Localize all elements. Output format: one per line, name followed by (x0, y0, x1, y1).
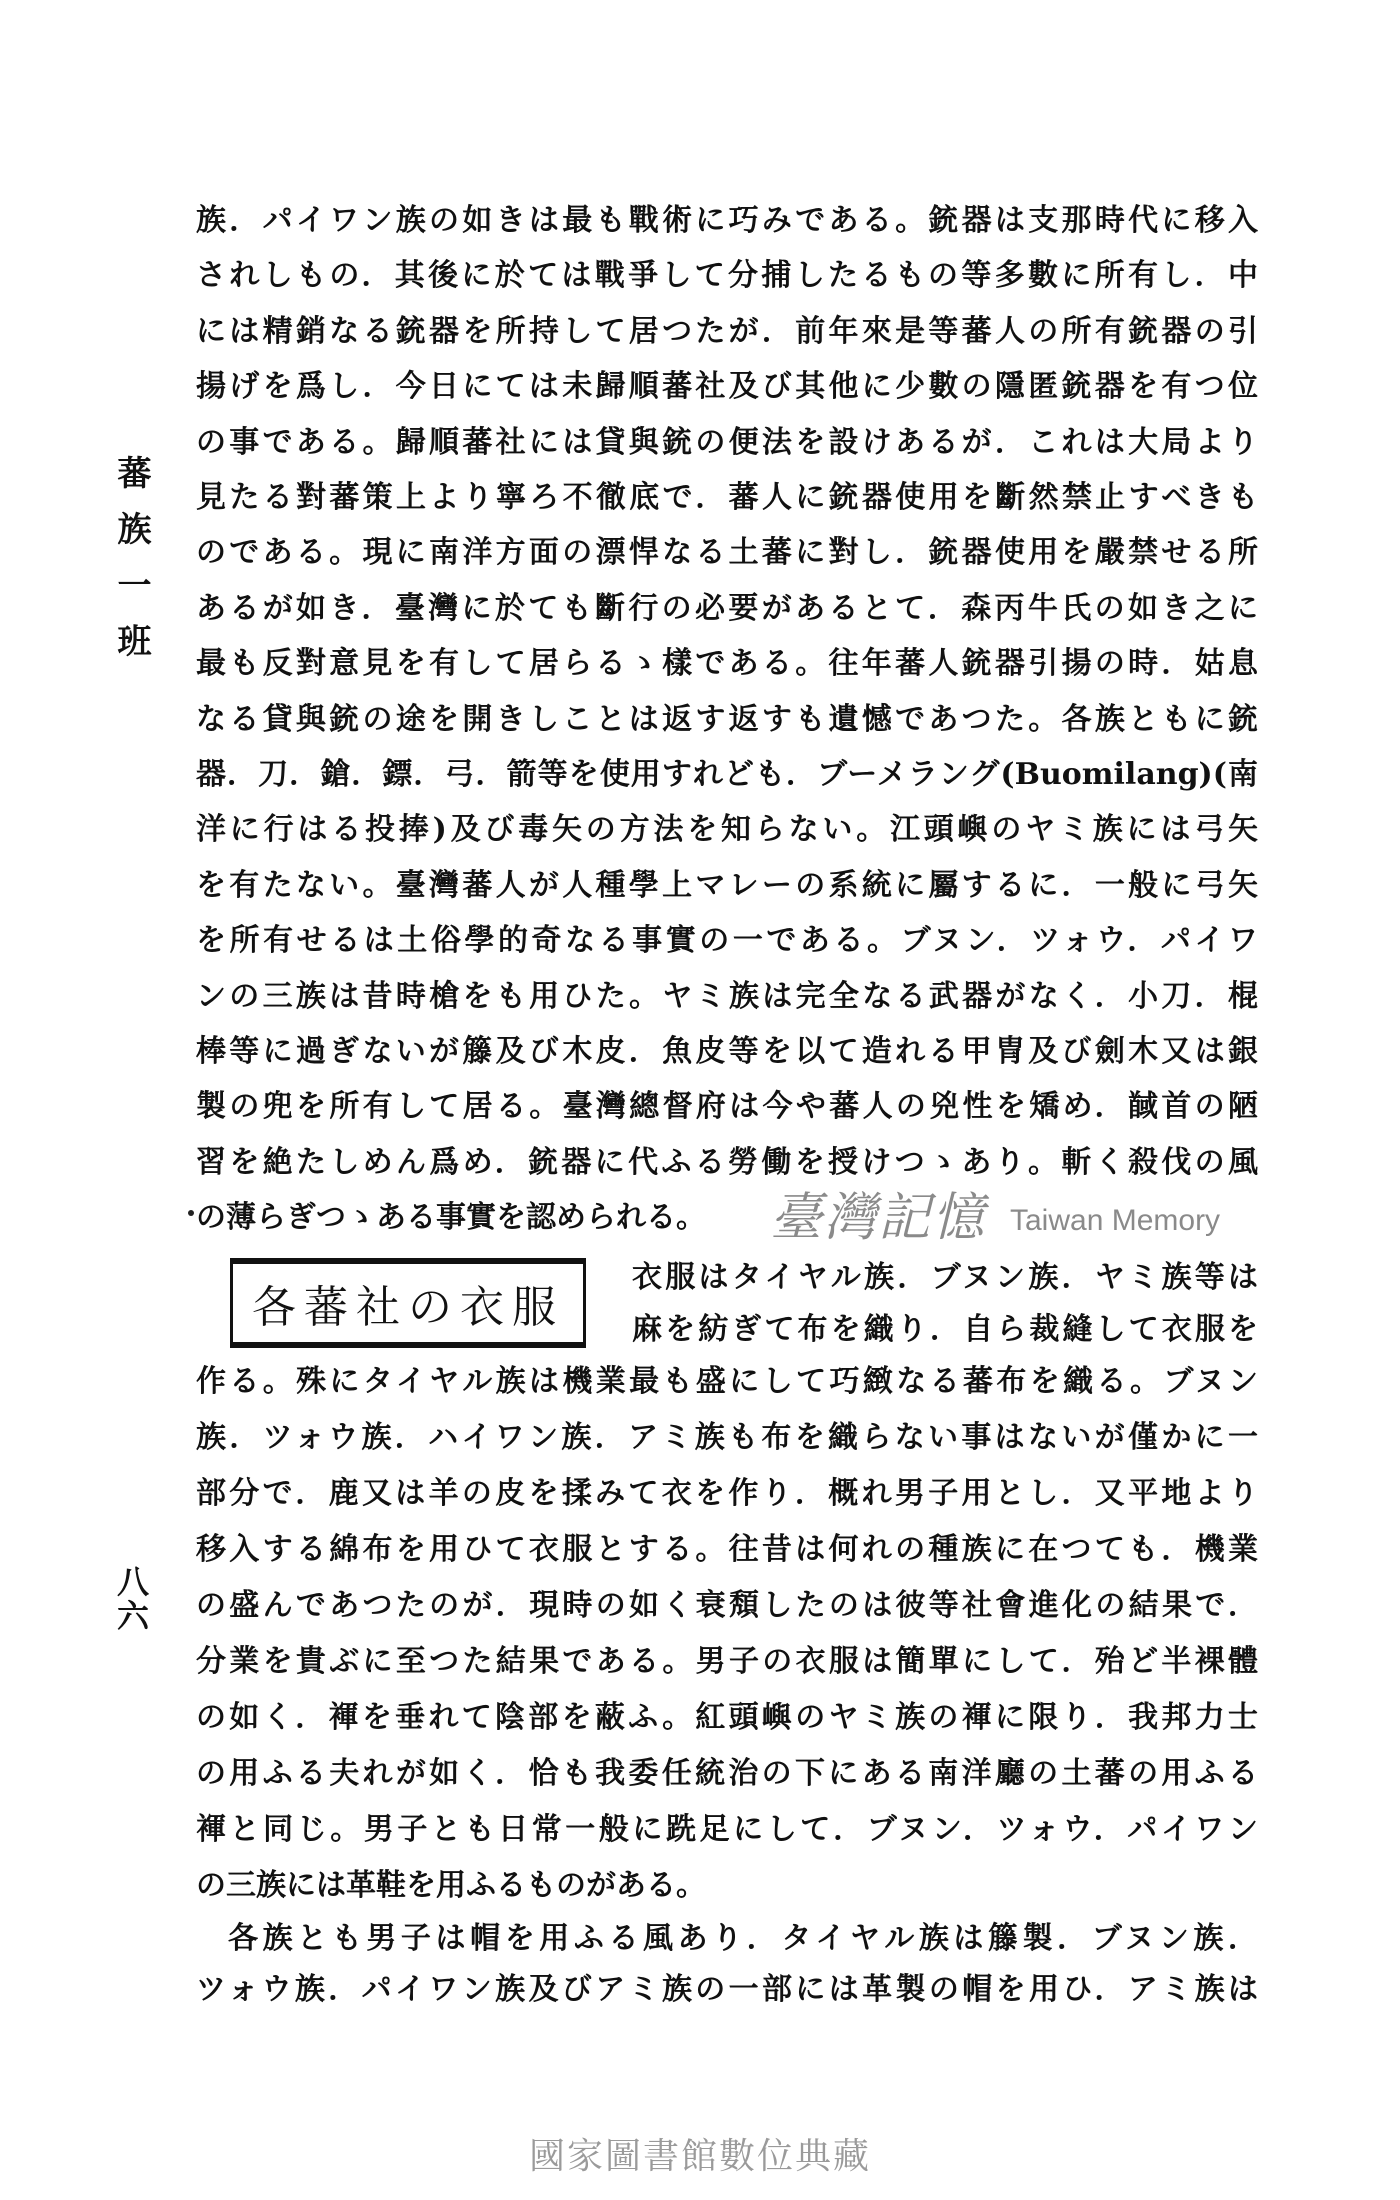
text-line: 移入する綿布を用ひて衣服とする。往昔は何れの種族に在つても．機業 (196, 1532, 1258, 1567)
watermark-english: Taiwan Memory (1010, 1204, 1221, 1237)
section-heading: 各蕃社の衣服 (252, 1282, 564, 1333)
text-line: 族．パイワン族の如きは最も戰術に巧みである。銃器は支那時代に移入 (196, 203, 1258, 238)
text-line: のである。現に南洋方面の漂悍なる土蕃に對し．銃器使用を嚴禁せる所 (196, 535, 1258, 571)
text-line: 最も反對意見を有して居らるゝ樣である。往年蕃人銃器引揚の時．姑息 (196, 646, 1258, 682)
text-line: なる貸與銃の途を開きしことは返す返すも遺憾であつた。各族ともに銃 (196, 701, 1258, 737)
text-line: 衣服はタイヤル族．ブヌン族．ヤミ族等は (632, 1260, 1258, 1295)
text-line: ツォウ族．パイワン族及びアミ族の一部には革製の帽を用ひ．アミ族は (196, 1972, 1258, 2007)
text-line: 見たる對蕃策上より寧ろ不徹底で．蕃人に銃器使用を斷然禁止すべきも (196, 480, 1258, 515)
text-line: 揚げを爲し．今日にては未歸順蕃社及び其他に少數の隱匿銃器を有つ位 (196, 369, 1258, 405)
text-line: の事である。歸順蕃社には貸與銃の便法を設けあるが．これは大局より (196, 424, 1258, 460)
text-line: 褌と同じ。男子とも日常一般に跣足にして．ブヌン．ツォウ．パイワン (196, 1812, 1258, 1847)
text-line: 作る。殊にタイヤル族は機業最も盛にして巧緻なる蕃布を織る。ブヌン (196, 1364, 1258, 1399)
text-line: の三族には革鞋を用ふるものがある。 (196, 1868, 706, 1903)
text-line: あるが如き．臺灣に於ても斷行の必要があるとて．森丙牛氏の如き之に (196, 590, 1258, 626)
text-line: を有たない。臺灣蕃人が人種學上マレーの系統に屬するに．一般に弓矢 (196, 867, 1258, 903)
footer-credit: 國家圖書館數位典藏 (528, 2136, 871, 2177)
text-line: を所有せるは土俗學的奇なる事實の一である。ブヌン．ツォウ．パイワ (196, 923, 1258, 959)
text-line: の盛んであつたのが．現時の如く衰頽したのは彼等社會進化の結果で． (196, 1588, 1258, 1623)
text-line: の用ふる夫れが如く．恰も我委任統治の下にある南洋廳の土蕃の用ふる (196, 1756, 1258, 1791)
text-line: 器．刀．鎗．鏢．弓．箭等を使用すれども．ブーメラング(Buomilang)(南 (196, 757, 1258, 792)
text-line: 部分で．鹿又は羊の皮を揉みて衣を作り．概れ男子用とし．又平地より (196, 1476, 1258, 1511)
text-line: ンの三族は昔時槍をも用ひた。ヤミ族は完全なる武器がなく．小刀．棍 (196, 978, 1258, 1014)
section-heading-box (230, 1258, 586, 1348)
text-line: の薄らぎつゝある事實を認められる。 (196, 1200, 706, 1236)
text-line: 各族とも男子は帽を用ふる風あり．タイヤル族は籐製．ブヌン族． (228, 1921, 1258, 1956)
text-line: の如く．褌を垂れて陰部を蔽ふ。紅頭嶼のヤミ族の褌に限り．我邦力士 (196, 1700, 1258, 1735)
watermark-logo-text: 臺灣記憶 (770, 1188, 987, 1248)
text-line: 麻を紡ぎて布を織り．自ら裁縫して衣服を (632, 1312, 1258, 1347)
text-line: 洋に行はる投捧)及び毒矢の方法を知らない。江頭嶼のヤミ族には弓矢 (196, 812, 1258, 848)
text-line: 棒等に過ぎないが籐及び木皮．魚皮等を以て造れる甲冑及び劍木又は銀 (196, 1034, 1258, 1069)
text-line: には精銷なる銃器を所持して居つたが．前年來是等蕃人の所有銃器の引 (196, 313, 1258, 349)
stray-mark (188, 1210, 194, 1216)
text-line: 分業を貴ぶに至つた結果である。男子の衣服は簡單にして．殆ど半裸體 (196, 1644, 1258, 1679)
page-number: 八六 (112, 1565, 150, 1633)
text-line: されしもの．其後に於ては戰爭して分捕したるもの等多數に所有し．中 (196, 258, 1258, 294)
text-line: 族．ツォウ族．ハイワン族．アミ族も布を織らない事はないが僅かに一 (196, 1420, 1258, 1455)
text-line: 製の兜を所有して居る。臺灣總督府は今や蕃人の兇性を矯め．馘首の陋 (196, 1089, 1258, 1125)
text-line: 習を絶たしめん爲め．銃器に代ふる勞働を授けつゝあり。斬く殺伐の風 (196, 1144, 1258, 1180)
running-title: 蕃族一班 (111, 455, 151, 679)
